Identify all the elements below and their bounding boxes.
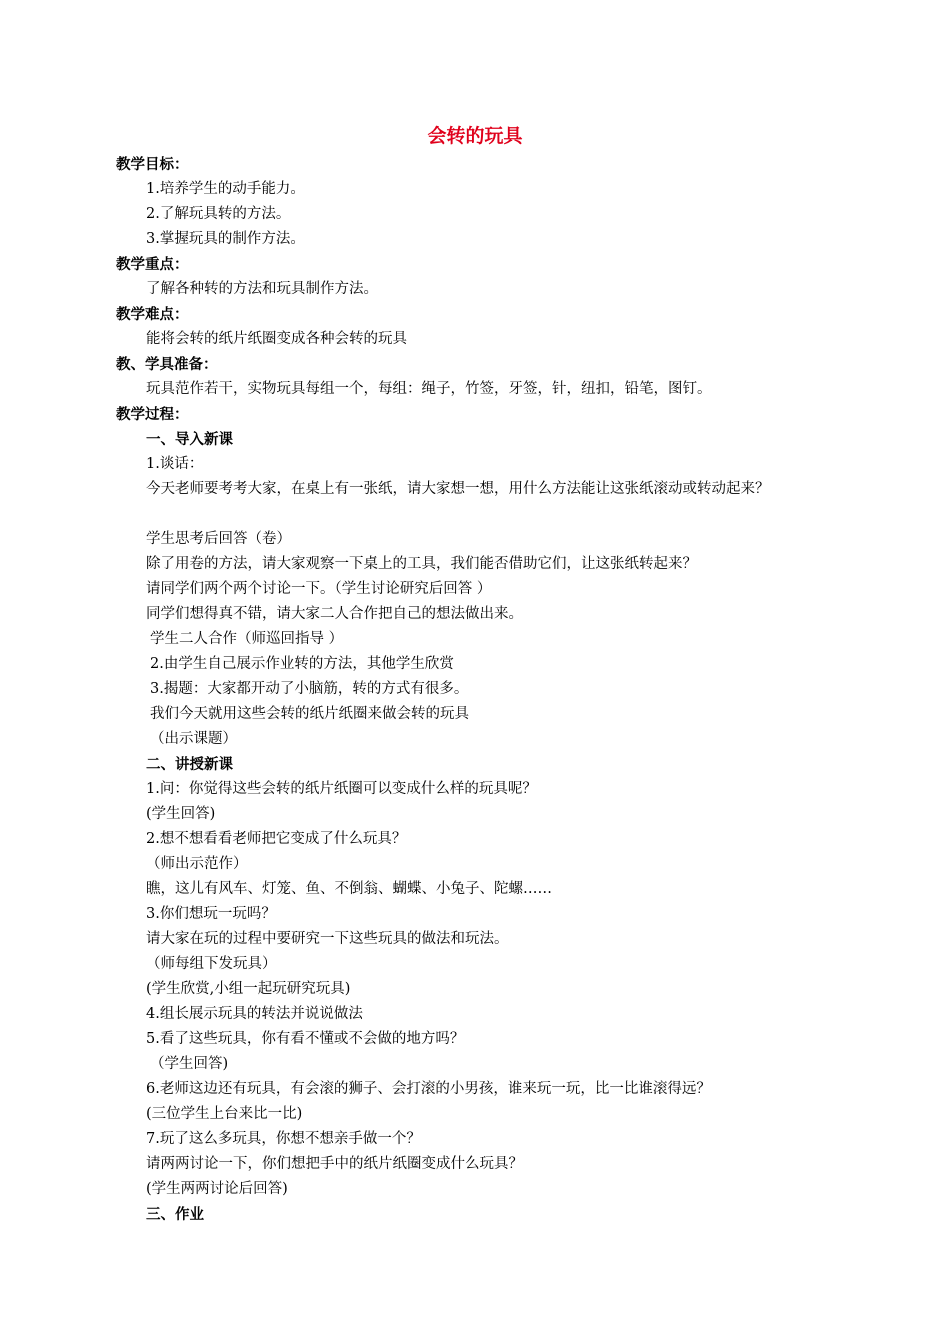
part1-line: 3.揭题：大家都开动了小脑筋，转的方式有很多。 xyxy=(150,681,469,697)
part2-line: (学生回答) xyxy=(146,806,216,822)
part1-line: 请同学们两个两个讨论一下。（学生讨论研究后回答 ） xyxy=(146,581,492,597)
part1-line: 我们今天就用这些会转的纸片纸圈来做会转的玩具 xyxy=(150,706,469,722)
part2-line: （师每组下发玩具） xyxy=(146,956,277,972)
part2-line: (学生两两讨论后回答) xyxy=(146,1181,288,1197)
part1-line: 今天老师要考考大家，在桌上有一张纸，请大家想一想，用什么方法能让这张纸滚动或转动起来？ xyxy=(146,481,770,497)
part2-line: (三位学生上台来比一比) xyxy=(146,1106,303,1122)
objective-item: 3.掌握玩具的制作方法。 xyxy=(146,231,305,247)
difficulties-heading: 教学难点： xyxy=(116,306,189,323)
part1-line: 同学们想得真不错，请大家二人合作把自己的想法做出来。 xyxy=(146,606,523,622)
process-heading: 教学过程： xyxy=(116,406,189,423)
part2-line: 4.组长展示玩具的转法并说说做法 xyxy=(146,1006,363,1022)
part1-heading: 一、导入新课 xyxy=(146,431,233,448)
part1-line: 学生二人合作（师巡回指导 ） xyxy=(150,631,344,647)
preparation-heading: 教、学具准备： xyxy=(116,356,218,373)
part2-line: 3.你们想玩一玩吗？ xyxy=(146,906,276,922)
difficulties-text: 能将会转的纸片纸圈变成各种会转的玩具 xyxy=(146,331,407,347)
part2-line: 瞧，这儿有风车、灯笼、鱼、不倒翁、蝴蝶、小兔子、陀螺…… xyxy=(146,881,552,897)
part3-heading: 三、作业 xyxy=(146,1206,204,1223)
part2-line: 请两两讨论一下，你们想把手中的纸片纸圈变成什么玩具？ xyxy=(146,1156,523,1172)
document-title: 会转的玩具 xyxy=(427,125,523,147)
part1-line: 2.由学生自己展示作业转的方法，其他学生欣赏 xyxy=(150,656,454,672)
objective-item: 2.了解玩具转的方法。 xyxy=(146,206,291,222)
part1-line: 除了用卷的方法，请大家观察一下桌上的工具，我们能否借助它们，让这张纸转起来？ xyxy=(146,556,697,572)
part2-line: （师出示范作） xyxy=(146,856,248,872)
objective-item: 1.培养学生的动手能力。 xyxy=(146,181,305,197)
part1-line: 1.谈话： xyxy=(146,456,204,472)
key-points-text: 了解各种转的方法和玩具制作方法。 xyxy=(146,281,378,297)
part2-line: 5.看了这些玩具，你有看不懂或不会做的地方吗？ xyxy=(146,1031,465,1047)
part2-line: 请大家在玩的过程中要研究一下这些玩具的做法和玩法。 xyxy=(146,931,509,947)
part2-line: 2.想不想看看老师把它变成了什么玩具？ xyxy=(146,831,407,847)
blank-line xyxy=(0,502,950,527)
key-points-heading: 教学重点： xyxy=(116,256,189,273)
part1-line: 学生思考后回答（卷） xyxy=(146,531,291,547)
part2-line: 6.老师这边还有玩具，有会滚的狮子、会打滚的小男孩，谁来玩一玩，比一比谁滚得远？ xyxy=(146,1081,711,1097)
part2-line: （学生回答) xyxy=(150,1056,229,1072)
part2-heading: 二、讲授新课 xyxy=(146,756,233,773)
document-body xyxy=(0,152,950,1227)
part2-line: 1.问：你觉得这些会转的纸片纸圈可以变成什么样的玩具呢？ xyxy=(146,781,537,797)
preparation-text: 玩具范作若干，实物玩具每组一个，每组：绳子，竹签，牙签，针，纽扣，铅笔，图钉。 xyxy=(146,381,712,397)
part2-line: (学生欣赏,小组一起玩研究玩具) xyxy=(146,981,351,997)
objectives-heading: 教学目标： xyxy=(116,156,189,173)
part1-line: （出示课题） xyxy=(150,731,237,747)
part2-line: 7.玩了这么多玩具，你想不想亲手做一个？ xyxy=(146,1131,421,1147)
